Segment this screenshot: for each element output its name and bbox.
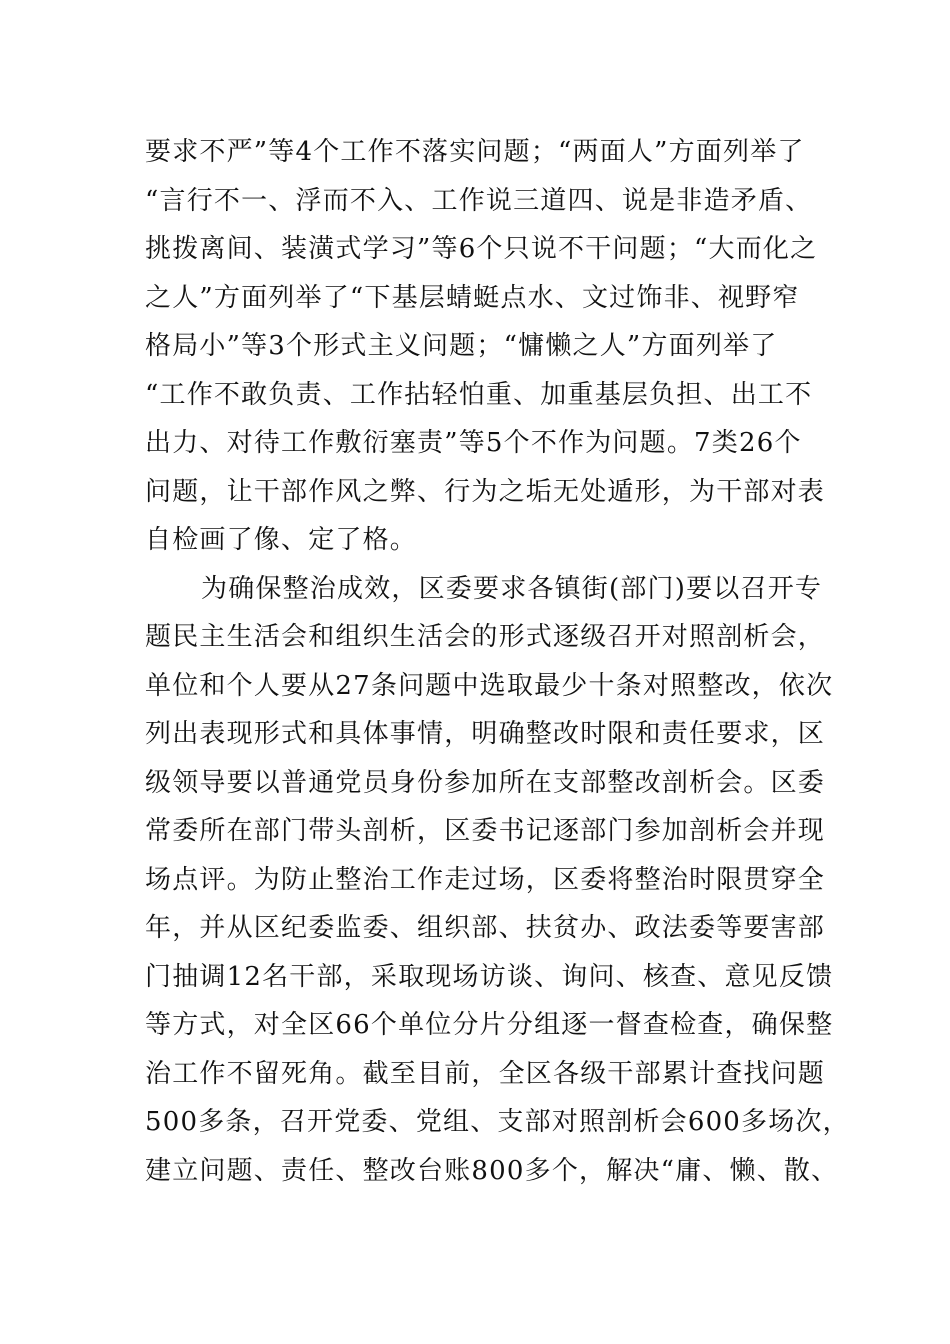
text-line: 挑拨离间、装潢式学习”等6个只说不干问题；“大而化之 xyxy=(145,234,818,264)
text-line: 建立问题、责任、整改台账800多个，解决“庸、懒、散、 xyxy=(145,1155,839,1186)
text-line: 格局小”等3个形式主义问题；“慵懒之人”方面列举了 xyxy=(145,331,778,361)
text-line: “言行不一、浮而不入、工作说三道四、说是非造矛盾、 xyxy=(145,185,813,216)
text-line: 单位和个人要从27条问题中选取最少十条对照整改，依次 xyxy=(145,670,834,701)
text-line: “工作不敢负责、工作拈轻怕重、加重基层负担、出工不 xyxy=(145,379,813,410)
text-line: 常委所在部门带头剖析，区委书记逐部门参加剖析会并现 xyxy=(145,816,826,846)
text-line: 要求不严”等4个工作不落实问题；“两面人”方面列举了 xyxy=(145,137,805,167)
text-line: 为确保整治成效，区委要求各镇街(部门)要以召开专 xyxy=(201,573,823,604)
paragraph-1 xyxy=(145,128,826,565)
text-line: 年，并从区纪委监委、组织部、扶贫办、政法委等要害部 xyxy=(145,913,826,943)
text-line: 之人”方面列举了“下基层蜻蜓点水、文过饰非、视野窄 xyxy=(145,282,800,313)
text-line: 级领导要以普通党员身份参加所在支部整改剖析会。区委 xyxy=(145,767,826,798)
text-line: 列出表现形式和具体事情，明确整改时限和责任要求，区 xyxy=(145,719,826,749)
text-line: 出力、对待工作敷衍塞责”等5个不作为问题。7类26个 xyxy=(145,428,802,458)
text-line: 自检画了像、定了格。 xyxy=(145,525,418,555)
text-line: 等方式，对全区66个单位分片分组逐一督查检查，确保整 xyxy=(145,1010,834,1040)
body-text xyxy=(145,128,850,1195)
text-line: 门抽调12名干部，采取现场访谈、询问、核查、意见反馈 xyxy=(145,961,834,992)
paragraph-2 xyxy=(145,565,850,1196)
text-line: 题民主生活会和组织生活会的形式逐级召开对照剖析会， xyxy=(145,622,826,652)
text-line: 问题，让干部作风之弊、行为之垢无处遁形，为干部对表 xyxy=(145,476,826,507)
text-line: 500多条，召开党委、党组、支部对照剖析会600多场次， xyxy=(145,1107,850,1137)
text-line: 场点评。为防止整治工作走过场，区委将整治时限贯穿全 xyxy=(145,864,826,895)
text-line: 治工作不留死角。截至目前，全区各级干部累计查找问题 xyxy=(145,1058,826,1089)
